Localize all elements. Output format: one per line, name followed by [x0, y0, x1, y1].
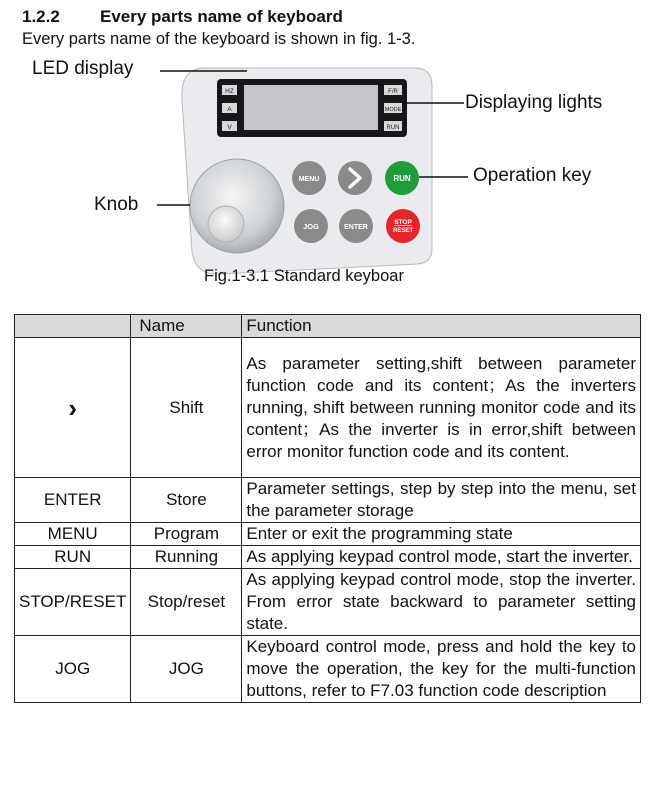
table-row [15, 569, 641, 636]
shift-key-symbol: › [15, 338, 131, 478]
header-function: Function [242, 315, 641, 338]
header-key [15, 315, 131, 338]
indicator-a-label: A [227, 106, 232, 113]
indicator-mode-label: MODE [384, 107, 402, 113]
operation-key-label: Operation key [473, 165, 592, 186]
stop-reset-key [386, 209, 420, 243]
indicator-fr-label: F/R [388, 89, 398, 95]
table-row [15, 338, 641, 478]
knob-center [208, 206, 244, 242]
table-cell-name: JOG [131, 636, 242, 703]
section-title: Every parts name of keyboard [100, 7, 343, 26]
knob-label: Knob [94, 194, 139, 215]
table-cell-name: Shift [131, 338, 242, 478]
figure-caption: Fig.1-3.1 Standard keyboar [204, 267, 404, 285]
table-cell-key: STOP/RESET [15, 569, 131, 636]
enter-key-label: ENTER [344, 224, 368, 231]
table-cell-function: As applying keypad control mode, start the inverter. [242, 546, 641, 569]
table-row [15, 636, 641, 703]
table-cell-function: Enter or exit the programming state [242, 523, 641, 546]
led-display-label: LED display [32, 58, 134, 79]
keyboard-parts-table [14, 314, 641, 703]
knob [190, 159, 284, 253]
table-cell-function: As parameter setting,shift between parameter function code and its content；As the inverters running, shift between running monitor code and its content；As the inverter is in error,shift between error monitor function code and its content. [242, 338, 641, 478]
table-cell-name: Running [131, 546, 242, 569]
table-cell-key: JOG [15, 636, 131, 703]
header-name: Name [131, 315, 242, 338]
section-heading [22, 7, 343, 27]
menu-key-label: MENU [298, 176, 320, 183]
table-row [15, 523, 641, 546]
table-cell-name: Stop/reset [131, 569, 242, 636]
stop-key-label: STOP [394, 219, 412, 226]
table-cell-function: Keyboard control mode, press and hold the key to move the operation, the key for the multi-function buttons, refer to F7.03 function code description [242, 636, 641, 703]
keyboard-figure [0, 52, 655, 292]
table-row [15, 546, 641, 569]
shift-key [338, 161, 372, 195]
table-cell-function: Parameter settings, step by step into the menu, set the parameter storage [242, 478, 641, 523]
jog-key-label: JOG [303, 222, 319, 231]
run-key-label: RUN [393, 174, 411, 183]
table-header-row [15, 315, 641, 338]
indicator-run-label: RUN [386, 125, 400, 131]
table-cell-key: ENTER [15, 478, 131, 523]
displaying-lights-label: Displaying lights [465, 92, 603, 113]
table-row [15, 478, 641, 523]
section-number: 1.2.2 [22, 7, 60, 26]
table-cell-name: Store [131, 478, 242, 523]
led-display [244, 85, 378, 130]
indicator-v-label: V [227, 124, 232, 131]
intro-text: Every parts name of the keyboard is shown in fig. 1-3. [22, 30, 416, 48]
table-cell-key: MENU [15, 523, 131, 546]
table-cell-function: As applying keypad control mode, stop the inverter. From error state backward to parameter setting state. [242, 569, 641, 636]
indicator-hz-label: HZ [225, 88, 234, 95]
table-cell-name: Program [131, 523, 242, 546]
table-cell-key: RUN [15, 546, 131, 569]
reset-key-label: RESET [392, 228, 414, 234]
